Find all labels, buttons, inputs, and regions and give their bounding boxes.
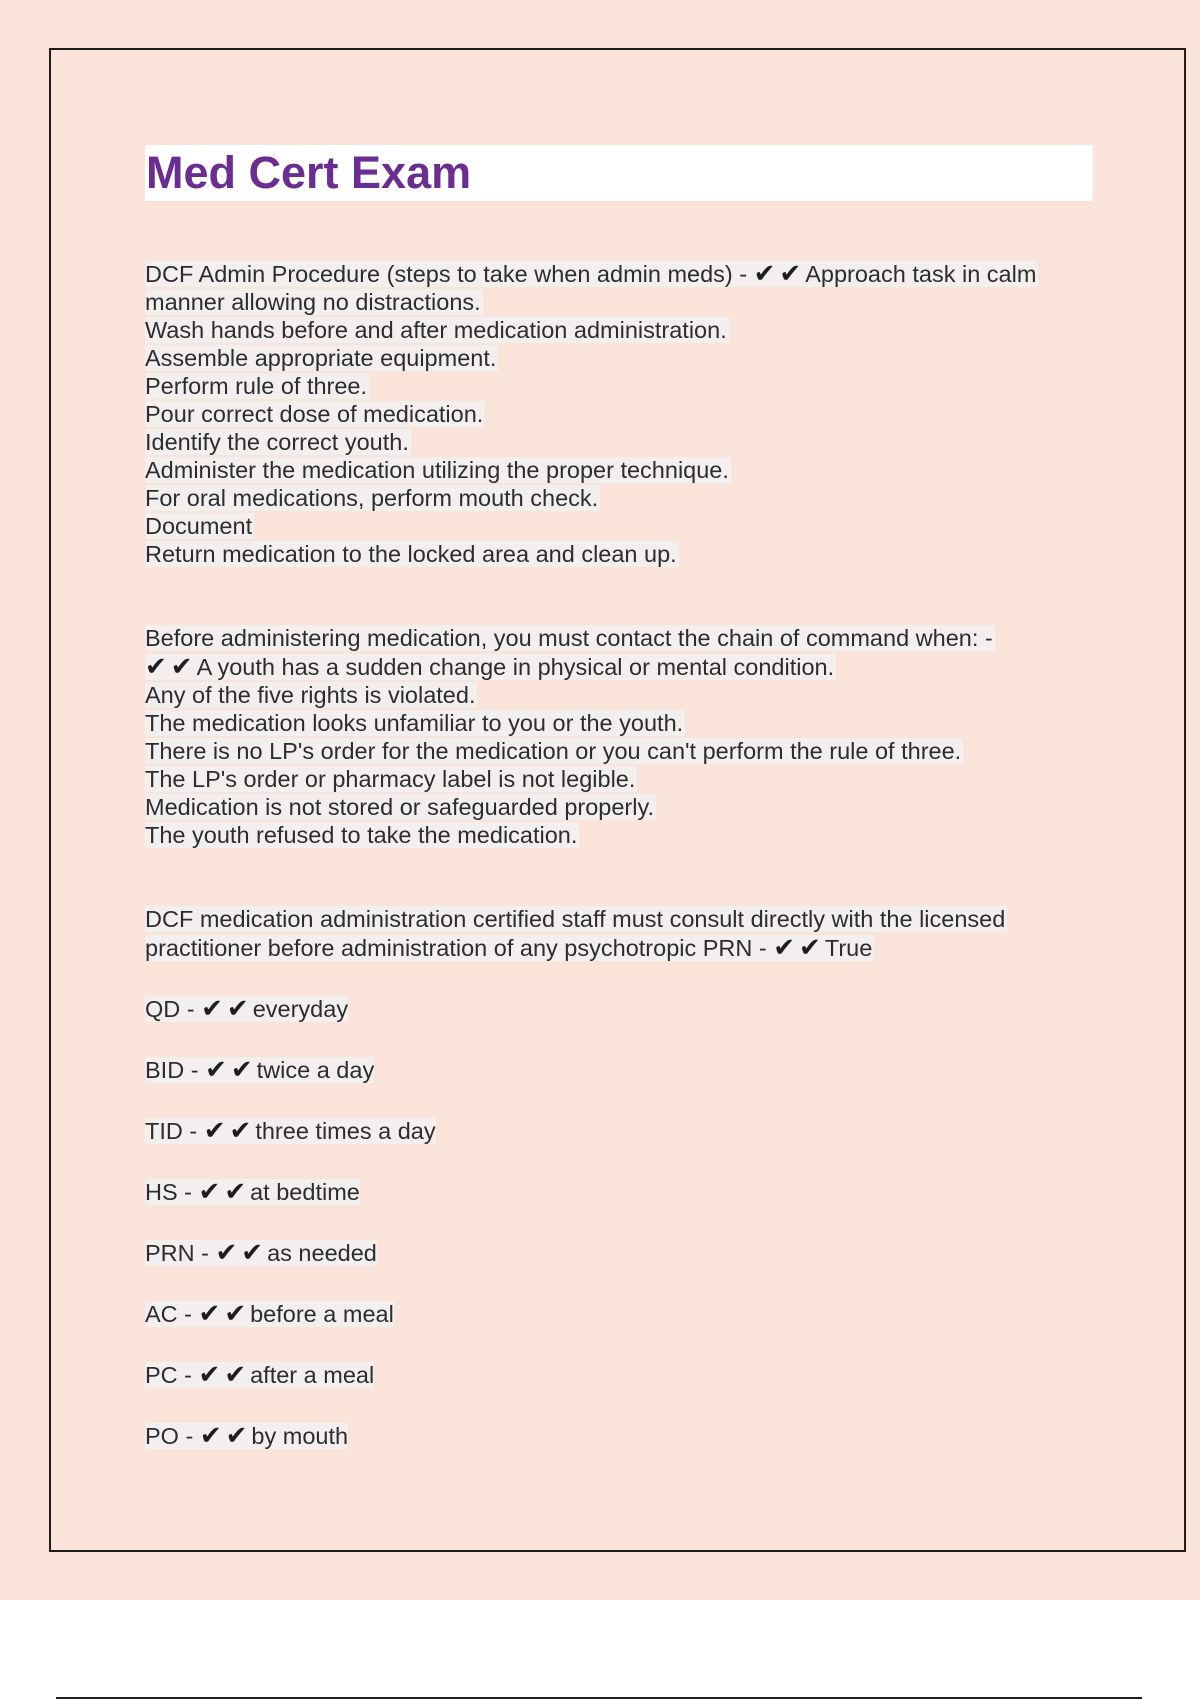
double-check-icon: ✔✔: [205, 1054, 257, 1084]
procedure-answer-start: Approach task in calm: [805, 261, 1037, 287]
list-item: Identify the correct youth.: [145, 429, 409, 455]
procedure-block: [145, 259, 1093, 568]
chain-question-line: Before administering medication, you must contact the chain of command when: -: [145, 625, 993, 651]
double-check-icon: ✔✔: [198, 1298, 251, 1328]
double-check-icon: ✔✔: [753, 258, 806, 288]
abbreviation-item: AC - ✔✔before a meal: [145, 1298, 394, 1328]
double-check-icon: ✔✔: [199, 1420, 252, 1450]
double-check-icon: ✔✔: [203, 1115, 256, 1145]
list-item: Medication is not stored or safeguarded properly.: [145, 794, 655, 820]
list-item: The medication looks unfamiliar to you or the youth.: [145, 710, 684, 736]
double-check-icon: ✔✔: [198, 1359, 251, 1389]
chain-first-answer-line: ✔✔A youth has a sudden change in physical or mental condition.: [145, 651, 835, 681]
list-item: Wash hands before and after medication administration.: [145, 317, 727, 343]
abbreviation-item: PO - ✔✔by mouth: [145, 1420, 349, 1450]
consult-question-line: DCF medication administration certified staff must consult directly with the licensed: [145, 906, 1006, 932]
abbreviation-item: HS - ✔✔at bedtime: [145, 1176, 360, 1206]
title-bar: [145, 145, 1093, 201]
abbreviation-item: BID - ✔✔twice a day: [145, 1054, 375, 1084]
list-item: Administer the medication utilizing the proper technique.: [145, 457, 729, 483]
chain-of-command-block: [145, 624, 1093, 849]
list-item: Document: [145, 513, 253, 539]
list-item: There is no LP's order for the medication or you can't perform the rule of three.: [145, 738, 962, 764]
footer-divider: [56, 1697, 1142, 1699]
procedure-question-line: [145, 259, 1093, 288]
consult-block: [145, 905, 1093, 962]
double-check-icon: ✔✔: [145, 651, 197, 681]
list-item: The LP's order or pharmacy label is not legible.: [145, 766, 636, 792]
double-check-icon: ✔✔: [201, 993, 253, 1023]
consult-answer-line: practitioner before administration of any psychotropic PRN - ✔✔True: [145, 932, 873, 962]
list-item: Any of the five rights is violated.: [145, 682, 476, 708]
document-content: [145, 145, 1093, 1450]
double-check-icon: ✔✔: [773, 932, 825, 962]
list-item: For oral medications, perform mouth check.: [145, 485, 599, 511]
page-title: Med Cert Exam: [146, 147, 472, 198]
procedure-question: DCF Admin Procedure (steps to take when admin meds) -: [145, 261, 754, 287]
list-item: manner allowing no distractions.: [145, 289, 481, 315]
abbreviation-item: TID - ✔✔three times a day: [145, 1115, 436, 1145]
list-item: Pour correct dose of medication.: [145, 401, 484, 427]
abbreviation-item: PRN - ✔✔as needed: [145, 1237, 377, 1267]
abbreviation-item: QD - ✔✔everyday: [145, 993, 349, 1023]
list-item: Assemble appropriate equipment.: [145, 345, 497, 371]
consult-answer: True: [824, 935, 873, 961]
list-item: Perform rule of three.: [145, 373, 368, 399]
list-item: The youth refused to take the medication.: [145, 822, 578, 848]
list-item: Return medication to the locked area and clean up.: [145, 541, 677, 567]
double-check-icon: ✔✔: [215, 1237, 268, 1267]
double-check-icon: ✔✔: [198, 1176, 251, 1206]
abbreviation-item: PC - ✔✔after a meal: [145, 1359, 375, 1389]
